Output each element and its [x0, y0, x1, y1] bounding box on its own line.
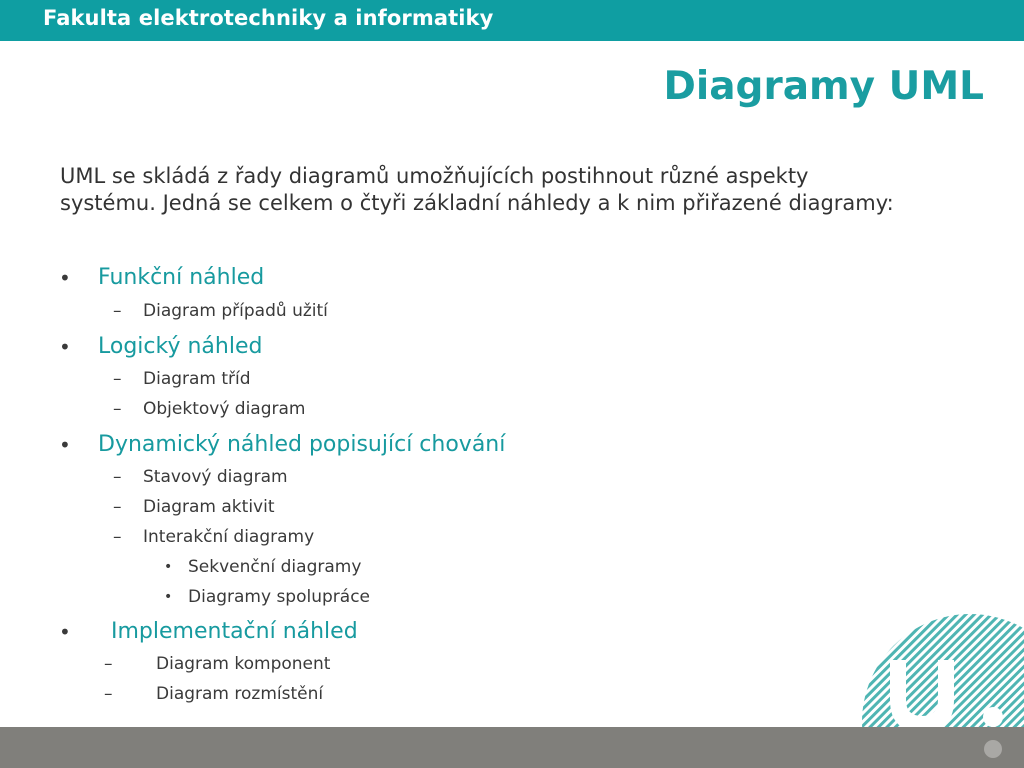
- bullet-icon: •: [59, 266, 71, 290]
- bullet-icon: •: [59, 620, 71, 644]
- header-bar: [0, 0, 1024, 41]
- list-item: Diagram tříd: [143, 369, 251, 389]
- list-item: Diagram případů užití: [143, 301, 328, 321]
- dash-icon: –: [113, 497, 122, 517]
- bullet-icon: •: [164, 559, 173, 575]
- bullet-icon: •: [164, 589, 173, 605]
- bullet-icon: •: [59, 433, 71, 457]
- list-item: Diagram aktivit: [143, 497, 275, 517]
- intro-line-1: UML se skládá z řady diagramů umožňujících postihnout různé aspekty: [60, 164, 809, 188]
- section-heading-implementation: Implementační náhled: [111, 619, 358, 644]
- dash-icon: –: [113, 527, 122, 547]
- list-subitem: Sekvenční diagramy: [188, 557, 362, 577]
- dash-icon: –: [113, 399, 122, 419]
- section-heading-functional: Funkční náhled: [98, 265, 265, 290]
- list-subitem: Diagramy spolupráce: [188, 587, 371, 607]
- list-item: Stavový diagram: [143, 467, 288, 487]
- list-item: Diagram komponent: [156, 654, 331, 674]
- list-item: Objektový diagram: [143, 399, 306, 419]
- dash-icon: –: [113, 369, 122, 389]
- bullet-icon: •: [59, 335, 71, 359]
- list-item: Diagram rozmístění: [156, 684, 324, 704]
- list-item: Interakční diagramy: [143, 527, 315, 547]
- intro-paragraph: [60, 163, 990, 217]
- dash-icon: –: [104, 654, 113, 674]
- university-u-logo-icon: [860, 612, 1024, 768]
- intro-line-2: systému. Jedná se celkem o čtyři základní náhledy a k nim přiřazené diagramy:: [60, 191, 894, 215]
- dash-icon: –: [113, 467, 122, 487]
- section-heading-dynamic: Dynamický náhled popisující chování: [98, 432, 506, 457]
- section-heading-logical: Logický náhled: [98, 334, 263, 359]
- dash-icon: –: [113, 301, 122, 321]
- slide-title: Diagramy UML: [663, 64, 984, 109]
- faculty-name: Fakulta elektrotechniky a informatiky: [43, 6, 494, 30]
- dash-icon: –: [104, 684, 113, 704]
